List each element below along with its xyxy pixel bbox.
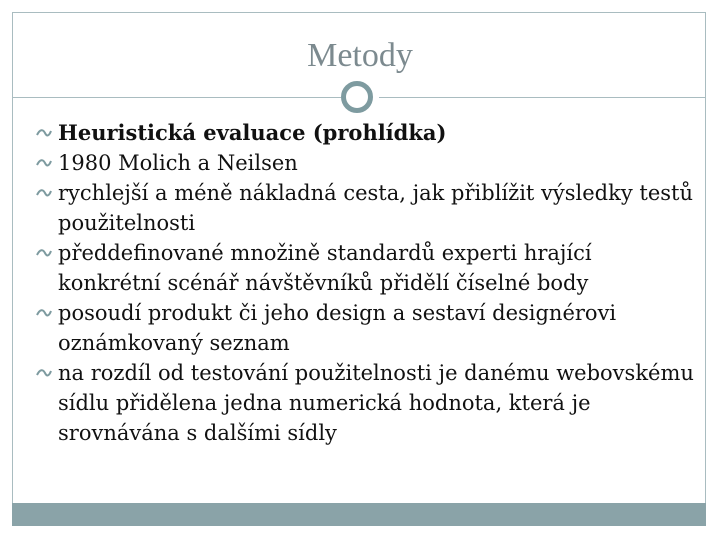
list-item-text: na rozdíl od testování použitelnosti je danému webovskému sídlu přidělena jedna numerická hodnota, která je srovnávána s dalšími sídly (58, 361, 694, 445)
wave-bullet-icon (36, 186, 52, 200)
list-item (36, 238, 696, 298)
footer-bar (12, 503, 706, 526)
list-item (36, 118, 696, 148)
list-item-text: rychlejší a méně nákladná cesta, jak přiblížit výsledky testů použitelnosti (58, 181, 693, 235)
list-item (36, 298, 696, 358)
wave-bullet-icon (36, 156, 52, 170)
title-rule-right (379, 97, 706, 98)
wave-bullet-icon (36, 306, 52, 320)
list-item (36, 178, 696, 238)
list-item-text: Heuristická evaluace (prohlídka) (58, 120, 447, 145)
list-item (36, 358, 696, 448)
wave-bullet-icon (36, 246, 52, 260)
list-item-text: 1980 Molich a Neilsen (58, 151, 298, 175)
slide-title: Metody (307, 37, 413, 74)
circle-ornament-icon (341, 81, 373, 113)
list-item-text: posoudí produkt či jeho design a sestaví designérovi oznámkovaný seznam (58, 301, 617, 355)
list-item-text: předdefinované množině standardů experti hrající konkrétní scénář návštěvníků přidělí číselné body (58, 241, 592, 295)
list-item (36, 148, 696, 178)
bullet-list (36, 118, 696, 448)
wave-bullet-icon (36, 126, 52, 140)
title-rule-left (12, 97, 341, 98)
wave-bullet-icon (36, 366, 52, 380)
